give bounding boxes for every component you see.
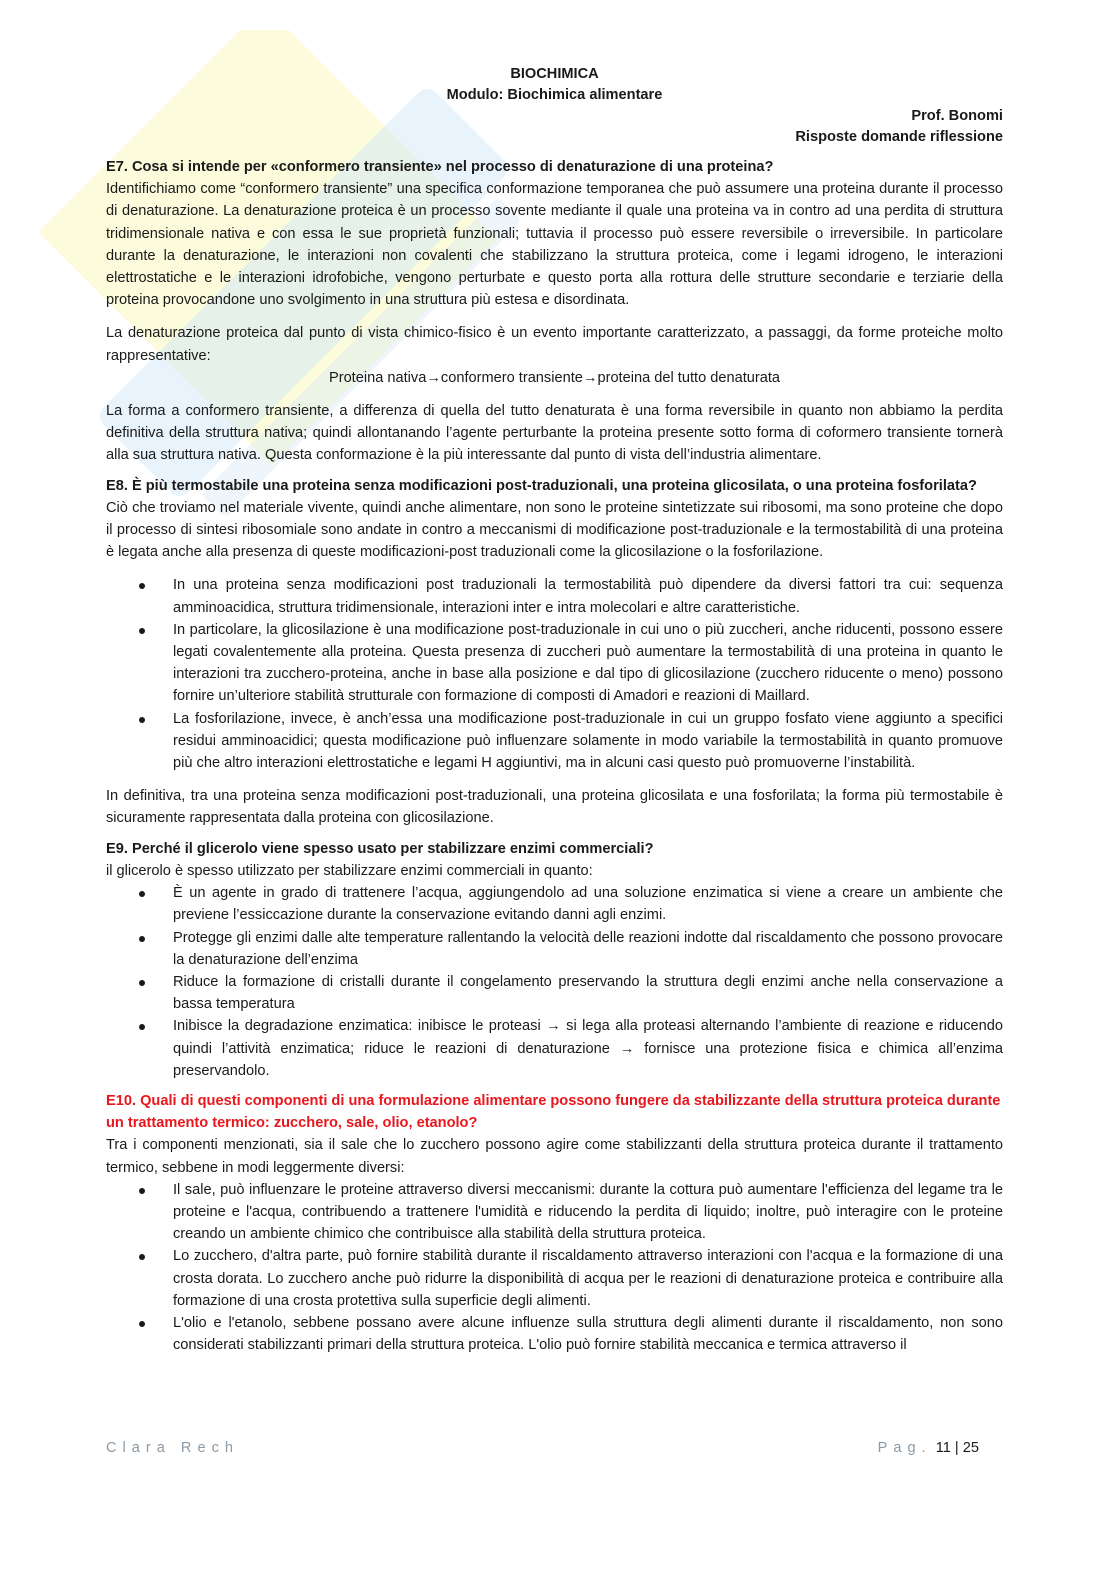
bullet-icon: [139, 717, 145, 723]
e7-scheme: Proteina nativa→conformero transiente→proteina del tutto denaturata: [328, 369, 781, 386]
question-e7: E7. Cosa si intende per «conformero transiente» nel processo di denaturazione di una proteina?: [106, 159, 774, 175]
list-item: Il sale, può influenzare le proteine attraverso diversi meccanismi: durante la cottura può aumentare l'efficienza del legame tra le proteine e l'acqua, contribuendo a trattenere l'umidità e riducendo la perdita di liquido; inoltre, può interagire con le proteine creando un ambiente chimico che contribuisce alla stabilità della struttura proteica.: [106, 1179, 1003, 1246]
list-item: È un agente in grado di trattenere l’acqua, aggiungendolo ad una soluzione enzimatica si viene a creare un ambiente che previene l’essiccazione durante la conservazione evitando danni agli enzimi.: [106, 882, 1003, 926]
doc-module: Modulo: Biochimica alimentare: [446, 87, 663, 103]
doc-professor: Prof. Bonomi: [911, 108, 1003, 124]
list-item: Inibisce la degradazione enzimatica: inibisce le proteasi → si lega alla proteasi alternando l’ambiente di reazione e riducendo quindi l’attività enzimatica; riduce le reazioni di denaturazione → fornisce una protezione fisica e chimica all’enzima preservandolo.: [106, 1015, 1003, 1082]
bullet-icon: [139, 628, 145, 634]
bullet-icon: [139, 891, 145, 897]
bullet-icon: [139, 1188, 145, 1194]
e9-intro: il glicerolo è spesso utilizzato per stabilizzare enzimi commerciali in quanto:: [106, 862, 593, 879]
bullet-icon: [139, 1321, 145, 1327]
e8-paragraph-1: Ciò che troviamo nel materiale vivente, quindi anche alimentare, non sono le proteine sintetizzate sui ribosomi, ma sono proteine che dopo il processo di sintesi ribosomiale sono andate in contro a meccanismi di modificazione post-traduzionale e la termostabilità di una proteina è legata anche alla presenza di queste modificazioni-post traduzionali come la glicosilazione o la fosforilazione.: [106, 499, 1003, 561]
footer-page-total: 25: [962, 1440, 979, 1456]
doc-subtitle: Risposte domande riflessione: [795, 129, 1003, 145]
bullet-icon: [139, 1254, 145, 1260]
document-page: [106, 64, 1003, 1356]
e7-paragraph-2: La denaturazione proteica dal punto di vista chimico-fisico è un evento importante caratterizzato, a passaggi, da forme proteiche molto rappresentative:: [106, 325, 1003, 364]
page-footer: [106, 1440, 979, 1462]
footer-page-separator: |: [954, 1440, 959, 1456]
list-item: La fosforilazione, invece, è anch’essa una modificazione post-traduzionale in cui un gruppo fosfato viene aggiunto a specifici residui amminoacidici; questa modificazione può influenzare solamente in modo variabile la termostabilità in quanto promuove più che altro interazioni elettrostatiche e legami H aggiuntivi, ma in alcuni casi questo può promuoverne l’instabilità.: [106, 708, 1003, 775]
list-item: In particolare, la glicosilazione è una modificazione post-traduzionale in cui uno o più zuccheri, anche riducenti, possono essere legati covalentemente alla proteina. Questa presenza di zuccheri può aumentare la termostabilità di una proteina in quanto le interazioni tra zucchero-proteina, anche in base alla posizione e dal tipo di glicosilazione (zucchero riducente o meno) possono fornire un’ulteriore stabilità strutturale con formazione di composti di Amadori e reazioni di Maillard.: [106, 619, 1003, 708]
e7-paragraph-1: Identifichiamo come “conformero transiente” una specifica conformazione temporanea che può assumere una proteina durante il processo di denaturazione. La denaturazione proteica è un processo sovente mediante il quale una proteina va in contro ad una perdita di struttura tridimensionale nativa e con essa le sue proprietà funzionali; tuttavia il processo può essere reversibile o irreversibile. In particolare durante la denaturazione, le interazioni non covalenti che stabilizzano la struttura proteica, come i legami idrogeno, le interazioni elettrostatiche e le interazioni idrofobiche, vengono perturbate e questo porta alla rottura delle strutture secondarie e terziarie della proteina provocandone uno svolgimento in una struttura più estesa e disordinata.: [106, 181, 1003, 309]
bullet-icon: [139, 980, 145, 986]
list-item: L'olio e l'etanolo, sebbene possano avere alcune influenze sulla struttura degli alimenti durante il riscaldamento, non sono considerati stabilizzanti primari della struttura proteica. L'olio può fornire stabilità meccanica e termica attraverso il: [106, 1312, 1003, 1356]
list-item: In una proteina senza modificazioni post traduzionali la termostabilità può dipendere da diversi fattori tra cui: sequenza amminoacidica, struttura tridimensionale, interazioni inter e intra molecolari e altre caratteristiche.: [106, 574, 1003, 618]
list-item: Lo zucchero, d'altra parte, può fornire stabilità durante il riscaldamento attraverso interazioni con l'acqua e la formazione di una crosta dorata. Lo zucchero anche può ridurre la disponibilità di acqua per le reazioni di denaturazione proteica e contribuire alla formazione di una crosta protettiva sulla superficie degli alimenti.: [106, 1245, 1003, 1312]
bullet-icon: [139, 936, 145, 942]
e8-paragraph-2: In definitiva, tra una proteina senza modificazioni post-traduzionali, una proteina glicosilata e una fosforilata; la forma più termostabile è sicuramente rappresentata dalla proteina con glicosilazione.: [106, 788, 1003, 827]
footer-page-number: 11: [935, 1440, 951, 1456]
e8-bullet-list: [106, 574, 1003, 774]
e9-bullet-list: [106, 882, 1003, 1082]
bullet-icon: [139, 1024, 145, 1030]
list-item: Protegge gli enzimi dalle alte temperature rallentando la velocità delle reazioni indotte dal riscaldamento che possono provocare la denaturazione dell’enzima: [106, 927, 1003, 971]
bullet-icon: [139, 583, 145, 589]
doc-title: BIOCHIMICA: [510, 66, 599, 82]
list-item: Riduce la formazione di cristalli durante il congelamento preservando la struttura degli enzimi anche nella conservazione a bassa temperatura: [106, 971, 1003, 1015]
question-e8: E8. È più termostabile una proteina senza modificazioni post-traduzionali, una proteina glicosilata, o una proteina fosforilata?: [106, 477, 977, 494]
question-e10: E10. Quali di questi componenti di una formulazione alimentare possono fungere da stabilizzante della struttura proteica durante un trattamento termico: zucchero, sale, olio, etanolo?: [106, 1092, 1001, 1132]
footer-page-info: [878, 1440, 979, 1456]
e7-paragraph-3: La forma a conformero transiente, a differenza di quella del tutto denaturata è una forma reversibile in quanto non abbiamo la perdita definitiva della struttura nativa; quindi allontanando l’agente perturbante la proteina presente sotto forma di coformero transiente tornerà alla sua struttura nativa. Questa conformazione è la più interessante dal punto di vista dell’industria alimentare.: [106, 403, 1003, 464]
footer-page-label: Pag.: [877, 1440, 932, 1456]
footer-author: Clara Rech: [106, 1440, 239, 1456]
question-e9: E9. Perché il glicerolo viene spesso usato per stabilizzare enzimi commerciali?: [106, 840, 654, 857]
e10-bullet-list: [106, 1179, 1003, 1357]
e10-intro: Tra i componenti menzionati, sia il sale che lo zucchero possono agire come stabilizzanti della struttura proteica durante il trattamento termico, sebbene in modi leggermente diversi:: [106, 1137, 1003, 1176]
